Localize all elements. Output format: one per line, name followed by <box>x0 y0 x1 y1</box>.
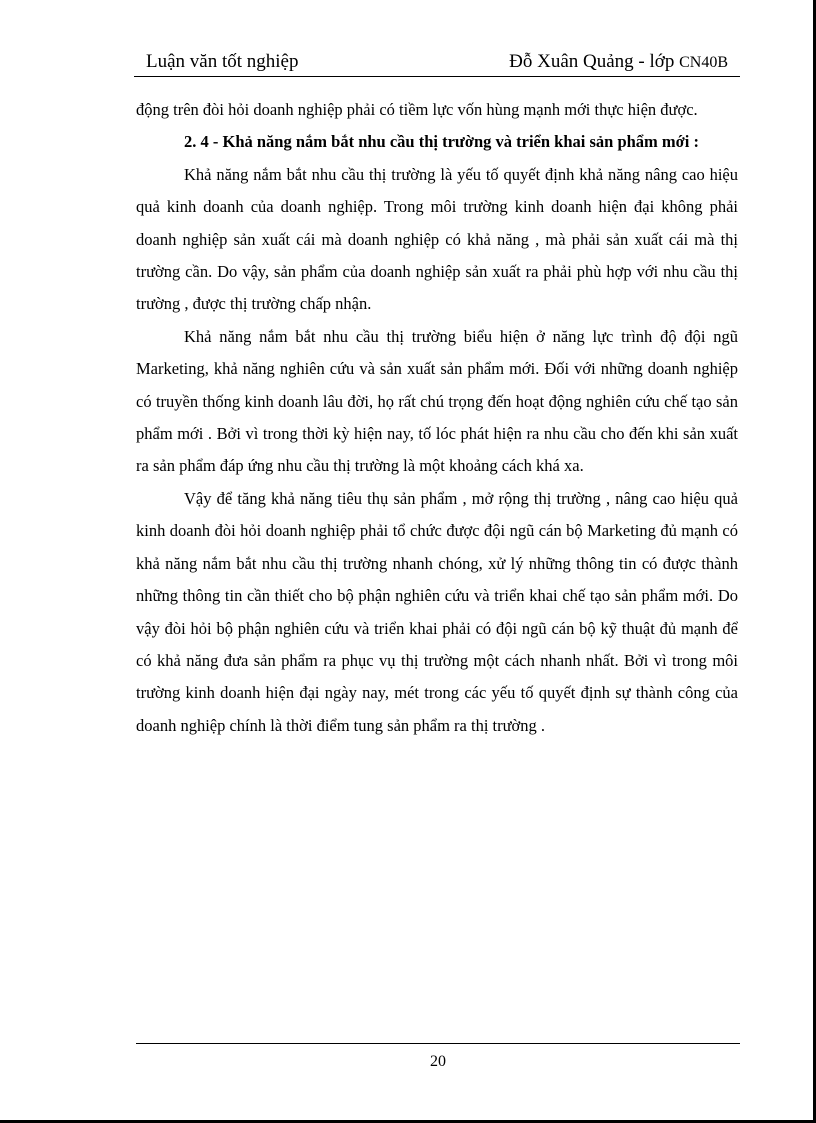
paragraph: Vậy để tăng khả năng tiêu thụ sản phẩm , mở rộng thị trường , nâng cao hiệu quả kinh doanh đòi hỏi doanh nghiệp phải tổ chức được đội ngũ cán bộ Marketing đủ mạnh có khả năng nắm bắt nhu cầu thị trường nhanh chóng, xử lý những thông tin có được thành những thông tin cần thiết cho bộ phận nghiên cứu và triển khai chế tạo sản phẩm mới. Do vậy đòi hỏi bộ phận nghiên cứu và triển khai phải có đội ngũ cán bộ kỹ thuật đủ mạnh để có khả năng đưa sản phẩm ra phục vụ thị trường một cách nhanh nhất. Bởi vì trong môi trường kinh doanh hiện đại ngày nay, mét trong các yếu tố quyết định sự thành công của doanh nghiệp chính là thời điểm tung sản phẩm ra thị trường . <box>136 488 738 735</box>
section-heading: 2. 4 - Khả năng nắm bắt nhu cầu thị trường và triển khai sản phẩm mới : <box>184 132 700 152</box>
paragraph: Khả năng nắm bắt nhu cầu thị trường là yếu tố quyết định khả năng nâng cao hiệu quả kinh doanh của doanh nghiệp. Trong môi trường kinh doanh hiện đại không phải doanh nghiệp sản xuất cái mà doanh nghiệp có khả năng , mà phải sản xuất cái mà thị trường cần. Do vậy, sản phẩm của doanh nghiệp sản xuất ra phải phù hợp với nhu cầu thị trường , được thị trường chấp nhận. <box>136 164 738 314</box>
header-thesis-title: Luận văn tốt nghiệp <box>146 51 299 72</box>
footer-rule <box>136 1043 740 1044</box>
page-number: 20 <box>430 1053 446 1070</box>
header-class: CN40B <box>679 54 728 71</box>
paragraph-continuation: động trên đòi hỏi doanh nghiệp phải có tiềm lực vốn hùng mạnh mới thực hiện được. <box>136 100 698 119</box>
header-author <box>509 48 728 77</box>
page-footer <box>0 1053 816 1071</box>
page-header <box>134 48 740 77</box>
paragraph: Khả năng nắm bắt nhu cầu thị trường biểu hiện ở năng lực trình độ đội ngũ Marketing, khả năng nghiên cứu và sản xuất sản phẩm mới. Đối với những doanh nghiệp có truyền thống kinh doanh lâu đời, họ rất chú trọng đến hoạt động nghiên cứu chế tạo sản phẩm mới . Bởi vì trong thời kỳ hiện nay, tố lóc phát hiện ra nhu cầu cho đến khi sản xuất ra sản phẩm đáp ứng nhu cầu thị trường là một khoảng cách khá xa. <box>136 326 738 476</box>
document-body <box>136 94 738 742</box>
header-author-name: Đỗ Xuân Quảng - lớp <box>509 51 680 72</box>
